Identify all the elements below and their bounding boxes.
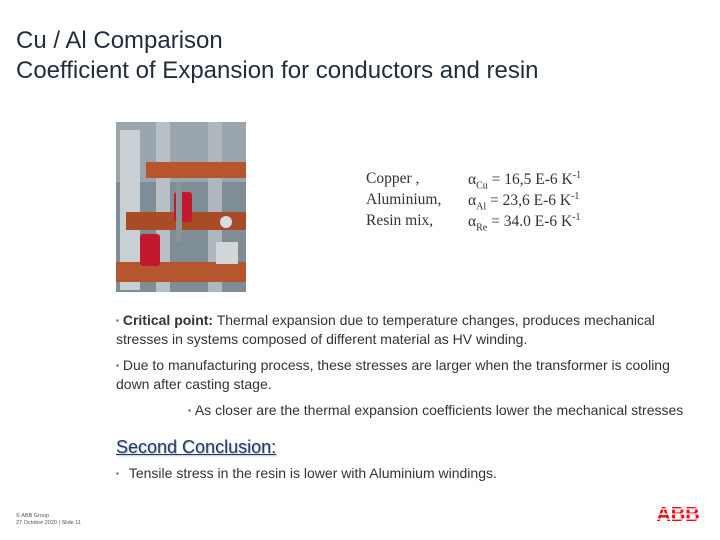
closer-coefficients-text: As closer are the thermal expansion coefficients lower the mechanical stresses [194, 402, 684, 418]
manufacturing-text: Due to manufacturing process, these stresses are larger when the transformer is cooling down after casting stage. [116, 357, 670, 392]
footer-date-slide: 27 Octobre 2020 | Slide 11 [16, 520, 81, 526]
abb-logo-icon [652, 504, 704, 524]
material-label: Resin mix, [366, 212, 434, 229]
footer-copyright: © ABB Group [16, 513, 50, 519]
alpha-symbol: α [468, 213, 477, 231]
unit-exponent: -1 [571, 191, 580, 202]
bullet-closer-coefficients [188, 401, 688, 420]
slide-title [16, 26, 539, 86]
bullet-marker-icon: ▪ [116, 469, 119, 478]
slide-footer [16, 513, 81, 527]
subscript: Re [476, 222, 488, 234]
busbar-photo-illustration [116, 122, 246, 292]
alpha-symbol: α [468, 171, 477, 189]
critical-point-label: Critical point: [122, 312, 214, 328]
bullet-marker-icon: ▪ [188, 406, 191, 415]
subscript: Cu [476, 180, 488, 192]
material-label: Aluminium, [366, 191, 442, 208]
bullet-manufacturing [116, 356, 676, 393]
bullet-marker-icon: ▪ [116, 316, 119, 325]
abb-logo-graphic [652, 504, 704, 524]
transformer-busbar-photo [116, 122, 246, 292]
bullet-critical-point [116, 311, 701, 348]
alpha-symbol: α [468, 192, 477, 210]
coefficient-value: = 23,6 E-6 K [490, 192, 572, 210]
unit-exponent: -1 [572, 170, 582, 181]
material-label: Copper , [366, 170, 420, 187]
second-conclusion-heading: Second Conclusion: [116, 437, 277, 457]
title-line-2: Coefficient of Expansion for conductors and resin [16, 57, 539, 84]
bullet-marker-icon: ▪ [116, 361, 119, 370]
tensile-stress-text: Tensile stress in the resin is lower with Aluminium windings. [128, 465, 497, 481]
title-line-1: Cu / Al Comparison [16, 27, 223, 54]
svg-text:ABB: ABB [656, 504, 700, 524]
coefficient-value: = 34.0 E-6 K [491, 213, 573, 231]
subscript: Al [476, 201, 487, 213]
unit-exponent: -1 [572, 212, 581, 223]
coefficient-value: = 16,5 E-6 K [491, 171, 573, 189]
critical-point-text: Thermal expansion due to temperature changes, produces mechanical stresses in systems composed of different material as HV winding. [116, 312, 655, 347]
bullet-tensile-stress [116, 464, 676, 483]
